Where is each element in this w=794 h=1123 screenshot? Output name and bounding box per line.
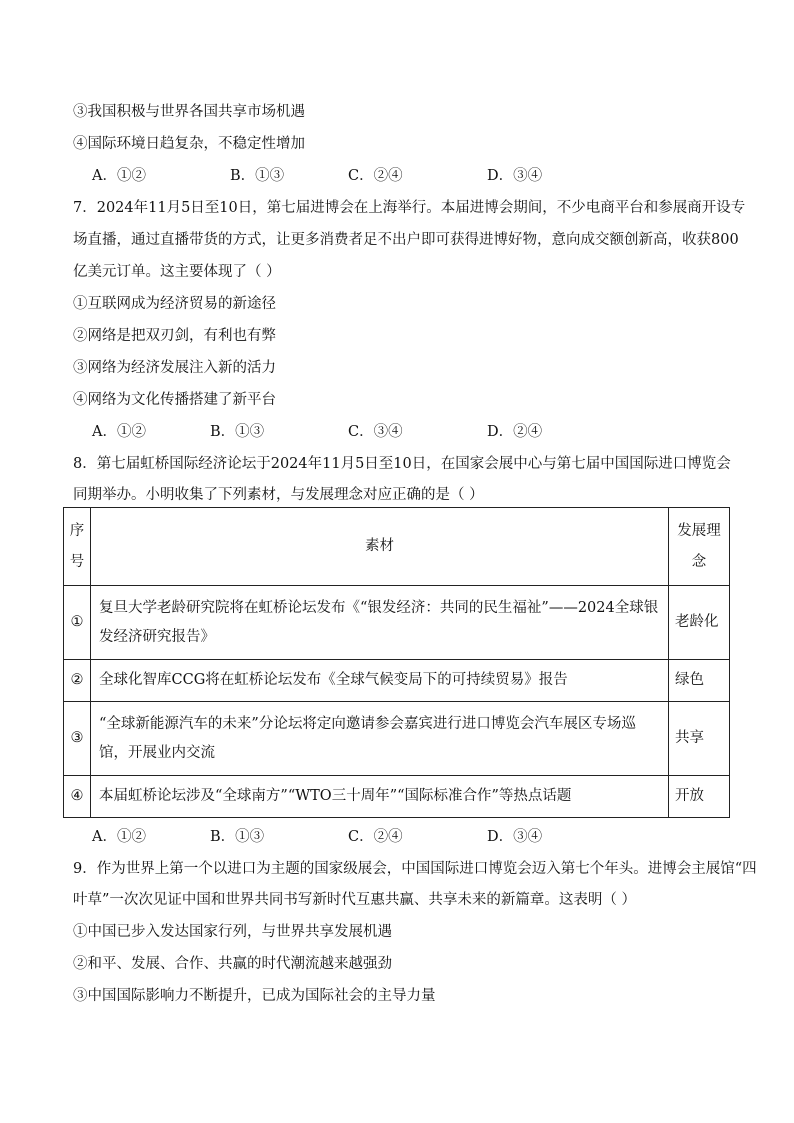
q7-stem-line-2: 场直播，通过直播带货的方式，让更多消费者足不出户即可获得进博好物，意向成交额创新高，收获800: [73, 232, 739, 248]
q9-item-3: ③中国国际影响力不断提升，已成为国际社会的主导力量: [73, 988, 436, 1004]
row-number: ④: [64, 776, 91, 818]
row-material: 全球化智库CCG将在虹桥论坛发布《全球气候变局下的可持续贸易》报告: [91, 660, 669, 702]
q6-option-c: C．②④: [348, 168, 403, 184]
q7-item-3: ③网络为经济发展注入新的活力: [73, 360, 276, 376]
q8-stem-line-1: 8．第七届虹桥国际经济论坛于2024年11月5日至10日，在国家会展中心与第七届中国国际进口博览会: [73, 456, 731, 472]
q8-stem-line-2: 同期举办。小明收集了下列素材，与发展理念对应正确的是（ ）: [73, 487, 484, 503]
q7-item-2: ②网络是把双刃剑，有利也有弊: [73, 328, 276, 344]
row-concept: 共享: [669, 702, 730, 776]
q7-option-b: B．①③: [210, 424, 265, 440]
row-material: 复旦大学老龄研究院将在虹桥论坛发布《“银发经济：共同的民生福祉”——2024全球银发经济研究报告》: [91, 586, 669, 660]
q7-item-4: ④网络为文化传播搭建了新平台: [73, 392, 276, 408]
q7-option-a: A．①②: [92, 424, 146, 440]
q6-item-3: ③我国积极与世界各国共享市场机遇: [73, 104, 305, 120]
row-number: ③: [64, 702, 91, 776]
q8-option-a: A．①②: [92, 829, 146, 845]
material-table: [63, 507, 730, 818]
row-concept: 老龄化: [669, 586, 730, 660]
row-concept: 开放: [669, 776, 730, 818]
q7-option-c: C．③④: [348, 424, 403, 440]
table-row: [64, 660, 730, 702]
table-row: [64, 776, 730, 818]
q7-option-d: D．②④: [487, 424, 543, 440]
row-concept: 绿色: [669, 660, 730, 702]
table-header-row: [64, 508, 730, 586]
q7-item-1: ①互联网成为经济贸易的新途径: [73, 296, 276, 312]
q7-stem-line-3: 亿美元订单。这主要体现了（ ）: [73, 264, 281, 280]
q6-option-d: D．③④: [487, 168, 543, 184]
q8-option-b: B．①③: [210, 829, 265, 845]
row-number: ②: [64, 660, 91, 702]
header-concept: 发展理念: [669, 508, 730, 586]
q8-option-d: D．③④: [487, 829, 543, 845]
q6-option-a: A．①②: [92, 168, 146, 184]
q9-stem-line-1: 9．作为世界上第一个以进口为主题的国家级展会，中国国际进口博览会迈入第七个年头。进博会主展馆“四: [73, 861, 757, 877]
q6-option-b: B．①③: [230, 168, 285, 184]
table-row: [64, 702, 730, 776]
q7-stem-line-1: 7．2024年11月5日至10日，第七届进博会在上海举行。本届进博会期间，不少电商平台和参展商开设专: [73, 200, 746, 216]
q8-option-c: C．②④: [348, 829, 403, 845]
q9-item-1: ①中国已步入发达国家行列，与世界共享发展机遇: [73, 924, 392, 940]
table-row: [64, 586, 730, 660]
header-number: 序号: [64, 508, 91, 586]
header-material: 素材: [91, 508, 669, 586]
row-material: “全球新能源汽车的未来”分论坛将定向邀请参会嘉宾进行进口博览会汽车展区专场巡馆，开展业内交流: [91, 702, 669, 776]
q9-stem-line-2: 叶草”一次次见证中国和世界共同书写新时代互惠共赢、共享未来的新篇章。这表明（ ）: [73, 892, 637, 908]
row-material: 本届虹桥论坛涉及“全球南方”“WTO三十周年”“国际标准合作”等热点话题: [91, 776, 669, 818]
q6-item-4: ④国际环境日趋复杂，不稳定性增加: [73, 136, 305, 152]
row-number: ①: [64, 586, 91, 660]
q9-item-2: ②和平、发展、合作、共赢的时代潮流越来越强劲: [73, 956, 392, 972]
